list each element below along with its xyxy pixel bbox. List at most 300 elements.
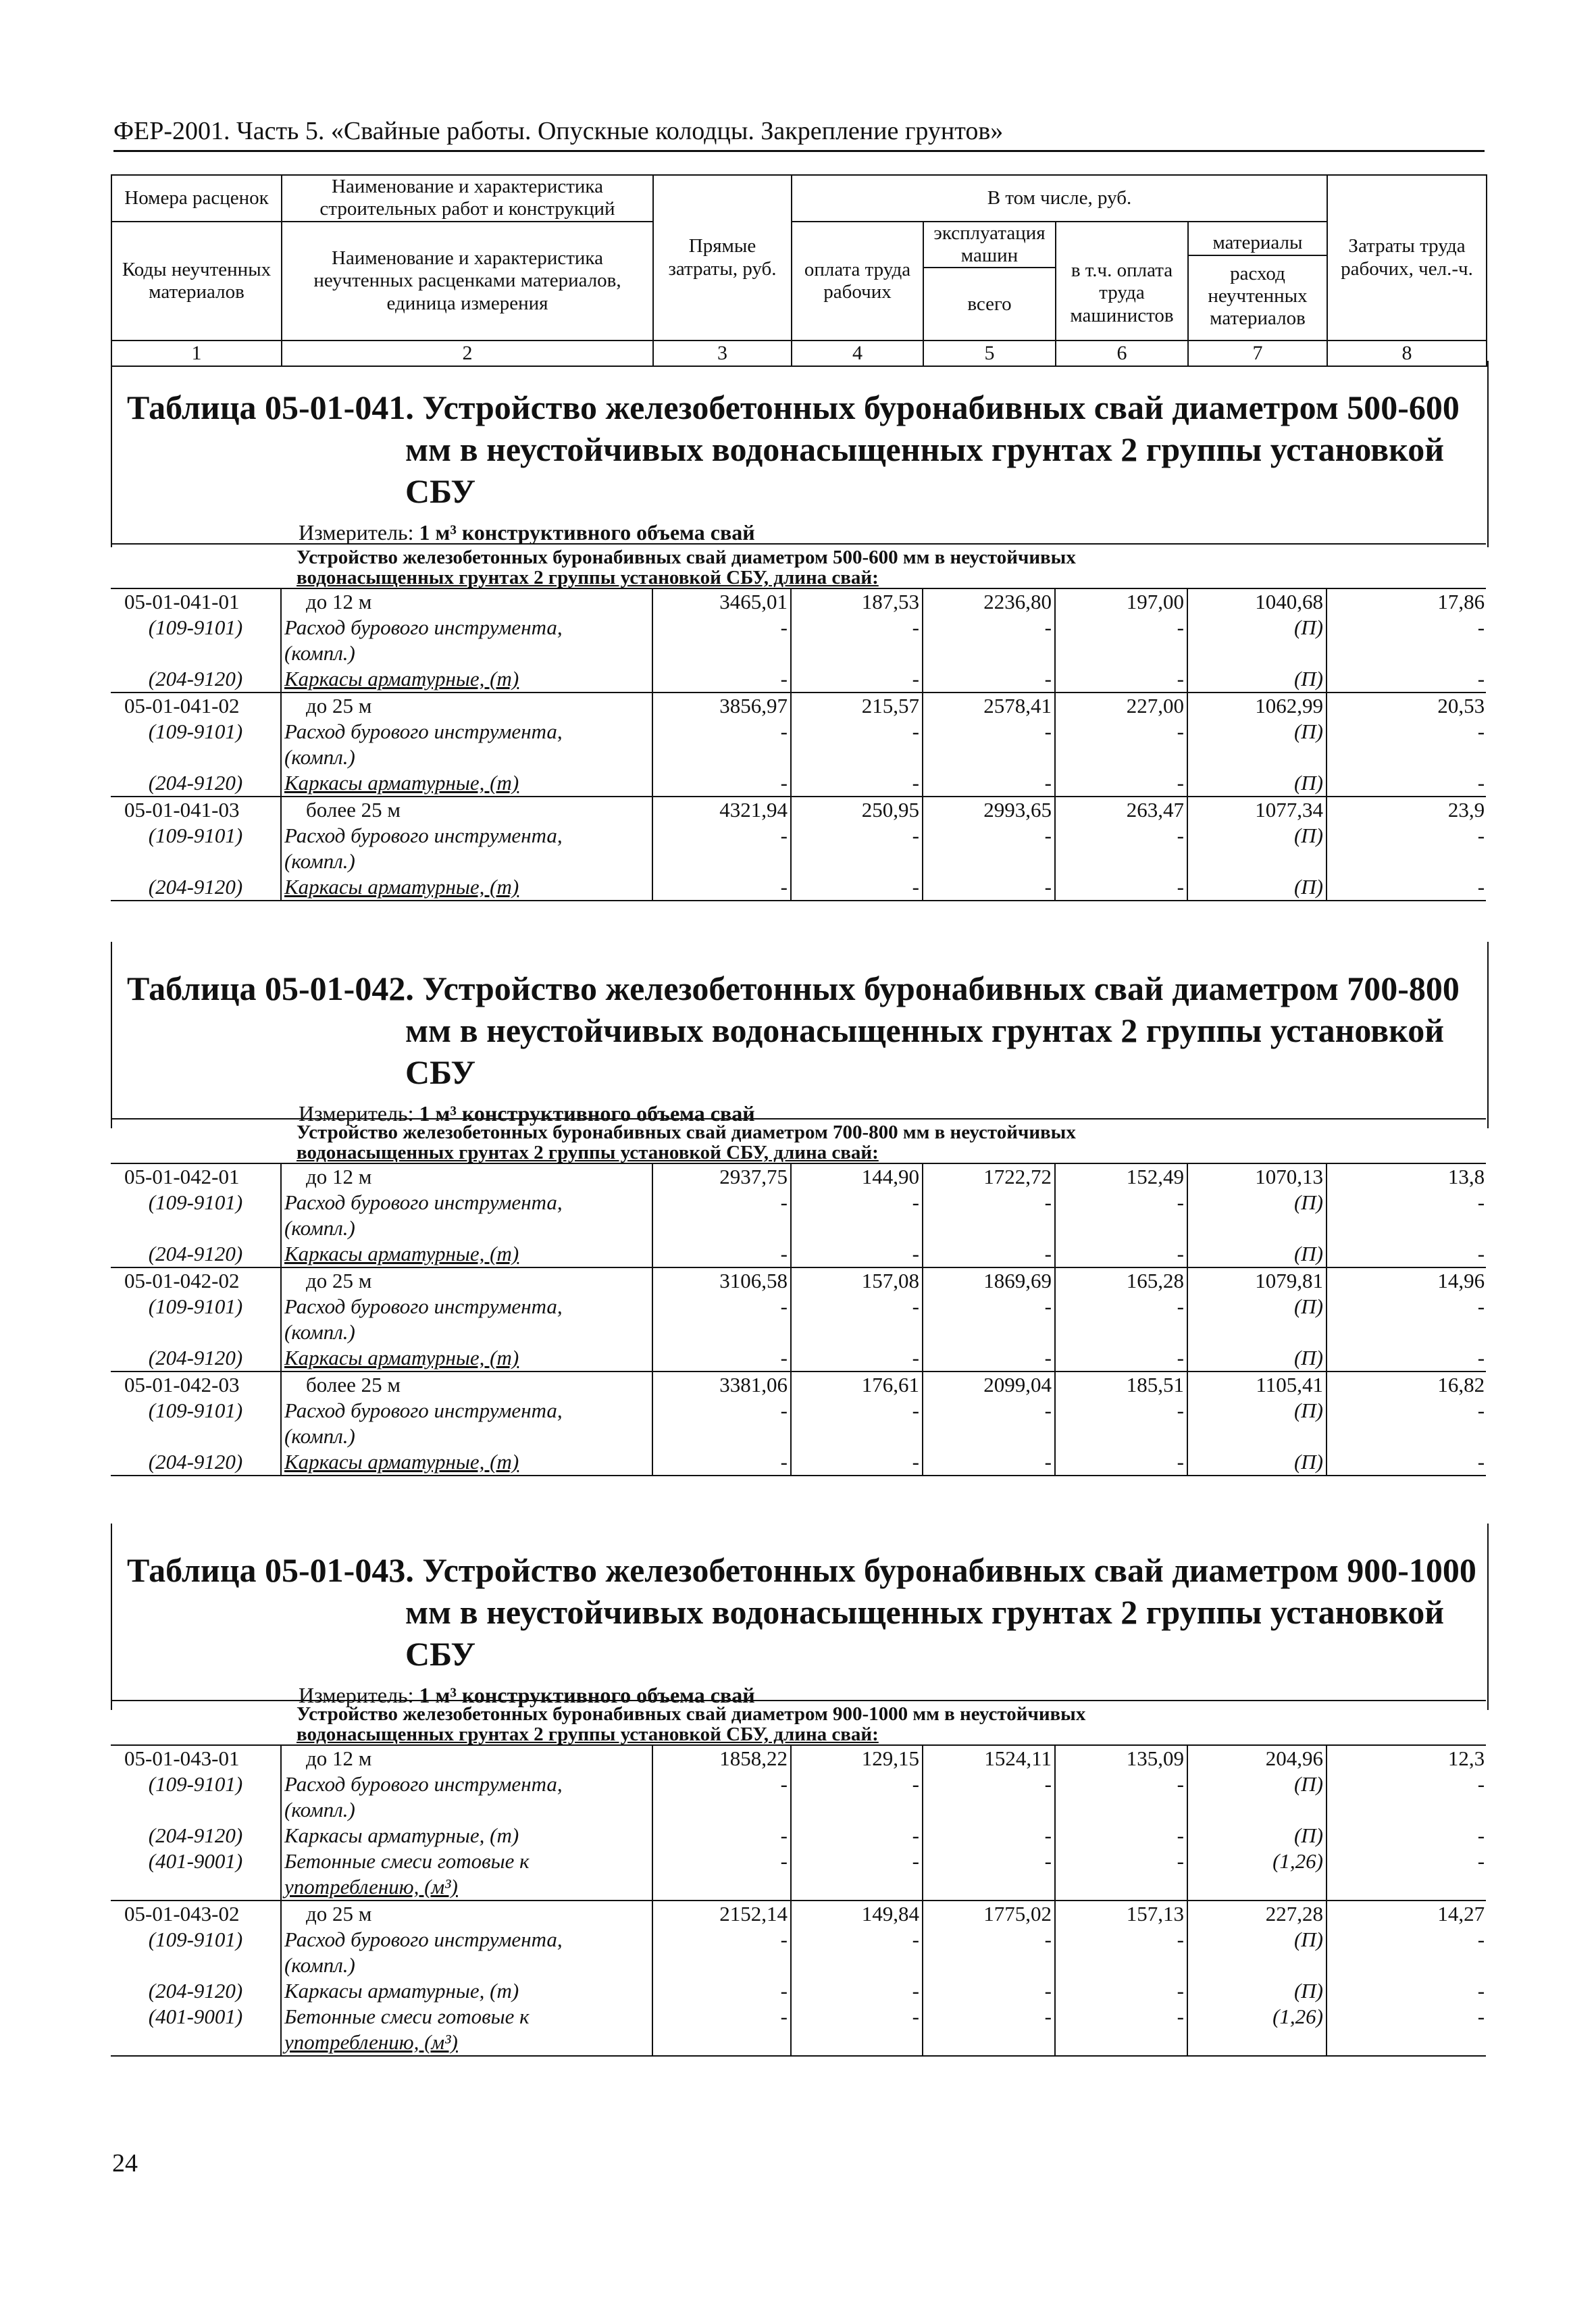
dash: -	[1477, 1823, 1485, 1847]
material-row	[111, 1848, 1486, 1901]
machines-total: 1869,69	[923, 1267, 1055, 1294]
dash: -	[652, 823, 791, 874]
dash: -	[1477, 720, 1485, 743]
meter	[112, 512, 1487, 547]
material-row	[111, 1449, 1486, 1476]
dash: -	[923, 1449, 1055, 1476]
direct-cost: 2152,14	[652, 1901, 791, 1927]
col-5-header	[923, 222, 1056, 341]
material-code: (109-9101)	[111, 615, 281, 666]
rate-code: 05-01-042-02	[111, 1267, 281, 1294]
labor-hours: 17,86	[1327, 588, 1486, 615]
material-name	[281, 1294, 652, 1345]
dash: -	[923, 1823, 1055, 1848]
dash: -	[652, 615, 791, 666]
material-code: (204-9120)	[111, 1823, 281, 1848]
col-num-2: 2	[282, 341, 653, 366]
table-title-line2: мм в неустойчивых водонасыщенных грунтах 2 группы установкой	[405, 1011, 1445, 1049]
rate-name: более 25 м	[281, 1372, 652, 1398]
meter-value: 1 м³ конструктивного объема свай	[419, 520, 755, 545]
material-qty: (П)	[1187, 1449, 1327, 1476]
dash: -	[1055, 1823, 1187, 1848]
table-title-line2: мм в неустойчивых водонасыщенных грунтах 2 группы установкой	[405, 430, 1445, 468]
rate-name: до 25 м	[281, 1901, 652, 1927]
material-qty: (П)	[1187, 1823, 1327, 1848]
direct-cost: 1858,22	[652, 1745, 791, 1771]
labor-pay: 250,95	[791, 797, 923, 823]
rate-name: до 12 м	[281, 1745, 652, 1771]
col-2-bottom-header: Наименование и характеристика неучтенных расценками материалов, единица измерения	[282, 222, 653, 341]
col-num-4: 4	[792, 341, 923, 366]
material-qty: (П)	[1187, 1398, 1327, 1449]
material-name: Каркасы арматурные, (т)	[281, 1345, 652, 1372]
material-row	[111, 874, 1486, 901]
table-title-line3: СБУ	[405, 472, 476, 510]
material-row	[111, 1398, 1486, 1449]
material-code: (109-9101)	[111, 823, 281, 874]
data-table-043	[111, 1700, 1486, 2057]
col-4-header: оплата труда рабочих	[792, 222, 923, 341]
dash: -	[923, 1398, 1055, 1449]
material-qty: (П)	[1187, 1345, 1327, 1372]
material-qty: (П)	[1187, 666, 1327, 693]
dash: -	[791, 1398, 923, 1449]
dash: -	[1055, 2004, 1187, 2056]
materials-cost: 1079,81	[1187, 1267, 1327, 1294]
machinist-pay: 185,51	[1055, 1372, 1187, 1398]
materials-cost: 227,28	[1187, 1901, 1327, 1927]
material-row	[111, 1927, 1486, 1978]
materials-cost: 204,96	[1187, 1745, 1327, 1771]
dash: -	[791, 1294, 923, 1345]
dash: -	[652, 1241, 791, 1267]
direct-cost: 4321,94	[652, 797, 791, 823]
material-qty: (П)	[1187, 719, 1327, 770]
machinist-pay: 157,13	[1055, 1901, 1187, 1927]
dash: -	[1477, 1772, 1485, 1796]
material-row	[111, 1241, 1486, 1267]
materials-cost: 1070,13	[1187, 1163, 1327, 1190]
material-name-line2: употреблению, (м³)	[284, 1875, 458, 1898]
dash: -	[1477, 1399, 1485, 1422]
dash: -	[652, 1345, 791, 1372]
direct-cost: 3856,97	[652, 693, 791, 719]
dash: -	[791, 666, 923, 693]
dash: -	[923, 874, 1055, 901]
incl-header: В том числе, руб.	[792, 175, 1327, 222]
dash: -	[1055, 1398, 1187, 1449]
dash: -	[1055, 770, 1187, 797]
caption-line1: Устройство железобетонных буронабивных свай диаметром 500-600 мм в неустойчивых	[297, 547, 1076, 568]
caption-line1: Устройство железобетонных буронабивных свай диаметром 900-1000 мм в неустойчивых	[297, 1703, 1086, 1725]
material-name-line2: (компл.)	[284, 1798, 355, 1821]
material-name	[281, 1927, 652, 1978]
data-table-042	[111, 1118, 1486, 1476]
material-name: Каркасы арматурные, (т)	[281, 666, 652, 693]
dash: -	[1477, 1190, 1485, 1214]
running-header: ФЕР-2001. Часть 5. «Свайные работы. Опускные колодцы. Закрепление грунтов»	[113, 116, 1485, 152]
labor-hours: 13,8	[1327, 1163, 1486, 1190]
dash: -	[652, 1978, 791, 2004]
material-qty: (П)	[1187, 1978, 1327, 2004]
material-row	[111, 615, 1486, 666]
rate-code: 05-01-042-03	[111, 1372, 281, 1398]
materials-cost: 1062,99	[1187, 693, 1327, 719]
material-name-line1: Расход бурового инструмента,	[284, 1772, 563, 1796]
dash: -	[923, 1294, 1055, 1345]
meter-value: 1 м³ конструктивного объема свай	[419, 1101, 755, 1126]
machines-total: 2578,41	[923, 693, 1055, 719]
dash: -	[923, 719, 1055, 770]
dash: -	[791, 1771, 923, 1823]
rate-name: до 25 м	[281, 693, 652, 719]
dash: -	[1477, 771, 1485, 795]
labor-hours: 20,53	[1327, 693, 1486, 719]
dash: -	[1055, 1927, 1187, 1978]
caption	[111, 544, 1486, 588]
material-name-line2: (компл.)	[284, 641, 355, 665]
dash: -	[652, 666, 791, 693]
material-name	[281, 1771, 652, 1823]
material-name: Каркасы арматурные, (т)	[281, 1978, 652, 2004]
dash: -	[1327, 1449, 1486, 1476]
material-code: (109-9101)	[111, 1927, 281, 1978]
rate-code: 05-01-043-02	[111, 1901, 281, 1927]
rate-code: 05-01-043-01	[111, 1745, 281, 1771]
dash: -	[923, 615, 1055, 666]
caption-line2: водонасыщенных грунтах 2 группы установкой СБУ, длина свай:	[297, 1142, 879, 1163]
material-name: Каркасы арматурные, (т)	[281, 770, 652, 797]
table-title-line1: Таблица 05-01-041. Устройство железобетонных буронабивных свай диаметром 500-600	[127, 388, 1460, 426]
material-qty: (П)	[1187, 770, 1327, 797]
dash: -	[1477, 1242, 1485, 1265]
dash: -	[652, 1190, 791, 1241]
direct-cost: 3381,06	[652, 1372, 791, 1398]
material-name-line2: (компл.)	[284, 1320, 355, 1344]
material-name	[281, 2004, 652, 2056]
dash: -	[791, 874, 923, 901]
material-code: (109-9101)	[111, 719, 281, 770]
material-name-line1: Расход бурового инструмента,	[284, 720, 563, 743]
material-code: (109-9101)	[111, 1294, 281, 1345]
table-row	[111, 1372, 1486, 1398]
material-code: (109-9101)	[111, 1771, 281, 1823]
materials-cost: 1105,41	[1187, 1372, 1327, 1398]
material-code: (204-9120)	[111, 1345, 281, 1372]
col-num-6: 6	[1056, 341, 1188, 366]
dash: -	[1055, 719, 1187, 770]
meter-label: Измеритель:	[299, 520, 414, 545]
material-row	[111, 1345, 1486, 1372]
dash: -	[1477, 1928, 1485, 1951]
dash: -	[1055, 1848, 1187, 1901]
material-row	[111, 770, 1486, 797]
table-row	[111, 588, 1486, 615]
material-name: Каркасы арматурные, (т)	[281, 874, 652, 901]
table-section-041	[111, 361, 1489, 547]
dash: -	[652, 874, 791, 901]
materials-cost: 1040,68	[1187, 588, 1327, 615]
material-qty: (П)	[1187, 874, 1327, 901]
dash: -	[791, 615, 923, 666]
rate-code: 05-01-041-03	[111, 797, 281, 823]
dash: -	[791, 1190, 923, 1241]
dash: -	[652, 719, 791, 770]
dash: -	[652, 1927, 791, 1978]
labor-pay: 144,90	[791, 1163, 923, 1190]
dash: -	[652, 2004, 791, 2056]
column-header-table	[111, 174, 1487, 367]
col-7-header	[1188, 222, 1327, 341]
dash: -	[791, 1241, 923, 1267]
dash: -	[923, 1771, 1055, 1823]
dash: -	[1055, 1345, 1187, 1372]
dash: -	[791, 1345, 923, 1372]
dash: -	[923, 1241, 1055, 1267]
caption-line1: Устройство железобетонных буронабивных свай диаметром 700-800 мм в неустойчивых	[297, 1122, 1076, 1143]
material-qty: (П)	[1187, 1294, 1327, 1345]
material-name-line2: (компл.)	[284, 745, 355, 769]
labor-pay: 187,53	[791, 588, 923, 615]
material-name	[281, 615, 652, 666]
data-table-041	[111, 543, 1486, 901]
dash: -	[1477, 1849, 1485, 1873]
dash: -	[1055, 1978, 1187, 2004]
material-row	[111, 719, 1486, 770]
material-qty: (П)	[1187, 823, 1327, 874]
dash: -	[1477, 615, 1485, 639]
materials-cost: 1077,34	[1187, 797, 1327, 823]
material-name-line2: (компл.)	[284, 1216, 355, 1240]
machinist-pay: 152,49	[1055, 1163, 1187, 1190]
material-name	[281, 1398, 652, 1449]
col-num-1: 1	[111, 341, 282, 366]
machines-total: 2236,80	[923, 588, 1055, 615]
dash: -	[1477, 1979, 1485, 2003]
col-8-header: Затраты труда рабочих, чел.-ч.	[1327, 175, 1487, 341]
material-name: Каркасы арматурные, (т)	[281, 1241, 652, 1267]
dash: -	[1055, 1294, 1187, 1345]
dash: -	[791, 1823, 923, 1848]
labor-hours: 14,27	[1327, 1901, 1486, 1927]
rate-name: более 25 м	[281, 797, 652, 823]
dash: -	[923, 2004, 1055, 2056]
col-2-top-header: Наименование и характеристика строительных работ и конструкций	[282, 175, 653, 222]
col-1-bottom-header: Коды неучтенных материалов	[111, 222, 282, 341]
dash: -	[652, 1771, 791, 1823]
labor-pay: 215,57	[791, 693, 923, 719]
dash: -	[791, 1927, 923, 1978]
material-qty: (П)	[1187, 1241, 1327, 1267]
col-num-8: 8	[1327, 341, 1487, 366]
dash: -	[1055, 823, 1187, 874]
material-code: (204-9120)	[111, 874, 281, 901]
col-1-top-header: Номера расценок	[111, 175, 282, 222]
dash: -	[791, 2004, 923, 2056]
dash: -	[923, 1978, 1055, 2004]
table-row	[111, 693, 1486, 719]
material-qty: (1,26)	[1187, 2004, 1327, 2056]
material-code: (204-9120)	[111, 770, 281, 797]
table-title-line1: Таблица 05-01-043. Устройство железобетонных буронабивных свай диаметром 900-1000	[127, 1551, 1476, 1589]
caption-line2: водонасыщенных грунтах 2 группы установкой СБУ, длина свай:	[297, 1724, 879, 1745]
material-name-line1: Бетонные смеси готовые к	[284, 2005, 530, 2028]
material-name	[281, 1190, 652, 1241]
table-section-043	[111, 1524, 1489, 1710]
material-code: (401-9001)	[111, 2004, 281, 2056]
material-name-line1: Расход бурового инструмента,	[284, 824, 563, 847]
dash: -	[923, 770, 1055, 797]
dash: -	[1055, 1190, 1187, 1241]
material-code: (204-9120)	[111, 666, 281, 693]
col-6-label: в т.ч. оплата труда машинистов	[1070, 259, 1174, 326]
meter-label: Измеритель:	[299, 1683, 414, 1707]
machines-header: эксплуатация машин	[923, 222, 1056, 269]
dash: -	[652, 1398, 791, 1449]
material-code: (204-9120)	[111, 1241, 281, 1267]
direct-cost: 3106,58	[652, 1267, 791, 1294]
rate-name: до 12 м	[281, 588, 652, 615]
material-row	[111, 1978, 1486, 2004]
dash: -	[791, 823, 923, 874]
col-num-7: 7	[1188, 341, 1327, 366]
table-title-line2: мм в неустойчивых водонасыщенных грунтах 2 группы установкой	[405, 1593, 1445, 1631]
caption	[111, 1119, 1486, 1163]
material-name-line1: Расход бурового инструмента,	[284, 615, 563, 639]
dash: -	[652, 1823, 791, 1848]
labor-pay: 176,61	[791, 1372, 923, 1398]
table-title-line3: СБУ	[405, 1635, 476, 1673]
material-qty: (П)	[1187, 1190, 1327, 1241]
materials-header: материалы	[1187, 232, 1328, 255]
dash: -	[1055, 666, 1187, 693]
col-3-header: Прямые затраты, руб.	[653, 175, 792, 341]
labor-hours: 23,9	[1327, 797, 1486, 823]
material-row	[111, 1190, 1486, 1241]
dash: -	[923, 1345, 1055, 1372]
table-row	[111, 1267, 1486, 1294]
material-name-line2: употреблению, (м³)	[284, 2030, 458, 2054]
material-name-line2: (компл.)	[284, 1424, 355, 1448]
labor-hours: 12,3	[1327, 1745, 1486, 1771]
labor-pay: 149,84	[791, 1901, 923, 1927]
machines-total: 1775,02	[923, 1901, 1055, 1927]
dash: -	[923, 1848, 1055, 1901]
dash: -	[791, 1449, 923, 1476]
meter-label: Измеритель:	[299, 1101, 414, 1126]
material-row	[111, 1771, 1486, 1823]
labor-hours: 16,82	[1327, 1372, 1486, 1398]
meter-value: 1 м³ конструктивного объема свай	[419, 1683, 755, 1707]
dash: -	[1055, 1241, 1187, 1267]
dash: -	[1477, 824, 1485, 847]
machines-total: 2993,65	[923, 797, 1055, 823]
machinist-pay: 135,09	[1055, 1745, 1187, 1771]
material-code: (109-9101)	[111, 1190, 281, 1241]
dash: -	[1327, 874, 1486, 901]
material-row	[111, 1294, 1486, 1345]
material-code: (109-9101)	[111, 1398, 281, 1449]
dash: -	[791, 770, 923, 797]
material-name	[281, 719, 652, 770]
labor-hours: 14,96	[1327, 1267, 1486, 1294]
table-title-line3: СБУ	[405, 1053, 476, 1091]
material-name: Каркасы арматурные, (т)	[281, 1823, 652, 1848]
dash: -	[1477, 667, 1485, 690]
material-code: (204-9120)	[111, 1978, 281, 2004]
dash: -	[652, 1294, 791, 1345]
col-5-label: всего	[967, 293, 1012, 316]
direct-cost: 2937,75	[652, 1163, 791, 1190]
table-row	[111, 797, 1486, 823]
material-code: (204-9120)	[111, 1449, 281, 1476]
material-name-line1: Расход бурового инструмента,	[284, 1190, 563, 1214]
labor-pay: 129,15	[791, 1745, 923, 1771]
material-row	[111, 823, 1486, 874]
dash: -	[923, 1927, 1055, 1978]
material-qty: (П)	[1187, 1771, 1327, 1823]
dash: -	[1477, 1346, 1485, 1369]
dash: -	[923, 1190, 1055, 1241]
dash: -	[923, 666, 1055, 693]
caption-line2: водонасыщенных грунтах 2 группы установкой СБУ, длина свай:	[297, 567, 879, 588]
dash: -	[923, 823, 1055, 874]
material-row	[111, 666, 1486, 693]
table-section-042	[111, 942, 1489, 1128]
dash: -	[1477, 1294, 1485, 1318]
caption	[111, 1701, 1486, 1745]
rate-name: до 12 м	[281, 1163, 652, 1190]
material-name: Каркасы арматурные, (т)	[281, 1449, 652, 1476]
material-name-line1: Бетонные смеси готовые к	[284, 1849, 530, 1873]
col-num-3: 3	[653, 341, 792, 366]
material-qty: (П)	[1187, 1927, 1327, 1978]
material-row	[111, 2004, 1486, 2056]
material-name	[281, 823, 652, 874]
dash: -	[652, 1848, 791, 1901]
material-row	[111, 1823, 1486, 1848]
machines-total: 1524,11	[923, 1745, 1055, 1771]
dash: -	[791, 1978, 923, 2004]
dash: -	[1055, 615, 1187, 666]
material-name-line2: (компл.)	[284, 849, 355, 873]
machines-total: 1722,72	[923, 1163, 1055, 1190]
table-row	[111, 1901, 1486, 1927]
dash: -	[1055, 1771, 1187, 1823]
rate-code: 05-01-042-01	[111, 1163, 281, 1190]
labor-pay: 157,08	[791, 1267, 923, 1294]
material-name	[281, 1848, 652, 1901]
direct-cost: 3465,01	[652, 588, 791, 615]
material-name-line1: Расход бурового инструмента,	[284, 1928, 563, 1951]
dash: -	[1327, 2004, 1486, 2056]
material-name-line1: Расход бурового инструмента,	[284, 1399, 563, 1422]
dash: -	[652, 770, 791, 797]
page-number: 24	[112, 2149, 138, 2178]
rate-code: 05-01-041-02	[111, 693, 281, 719]
table-row	[111, 1163, 1486, 1190]
col-7-label: расход неучтенных материалов	[1208, 262, 1308, 330]
table-row	[111, 1745, 1486, 1771]
machinist-pay: 197,00	[1055, 588, 1187, 615]
dash: -	[791, 1848, 923, 1901]
col-num-5: 5	[923, 341, 1056, 366]
table-title-line1: Таблица 05-01-042. Устройство железобетонных буронабивных свай диаметром 700-800	[127, 970, 1460, 1007]
machinist-pay: 263,47	[1055, 797, 1187, 823]
dash: -	[791, 719, 923, 770]
machinist-pay: 165,28	[1055, 1267, 1187, 1294]
material-qty: (1,26)	[1187, 1848, 1327, 1901]
